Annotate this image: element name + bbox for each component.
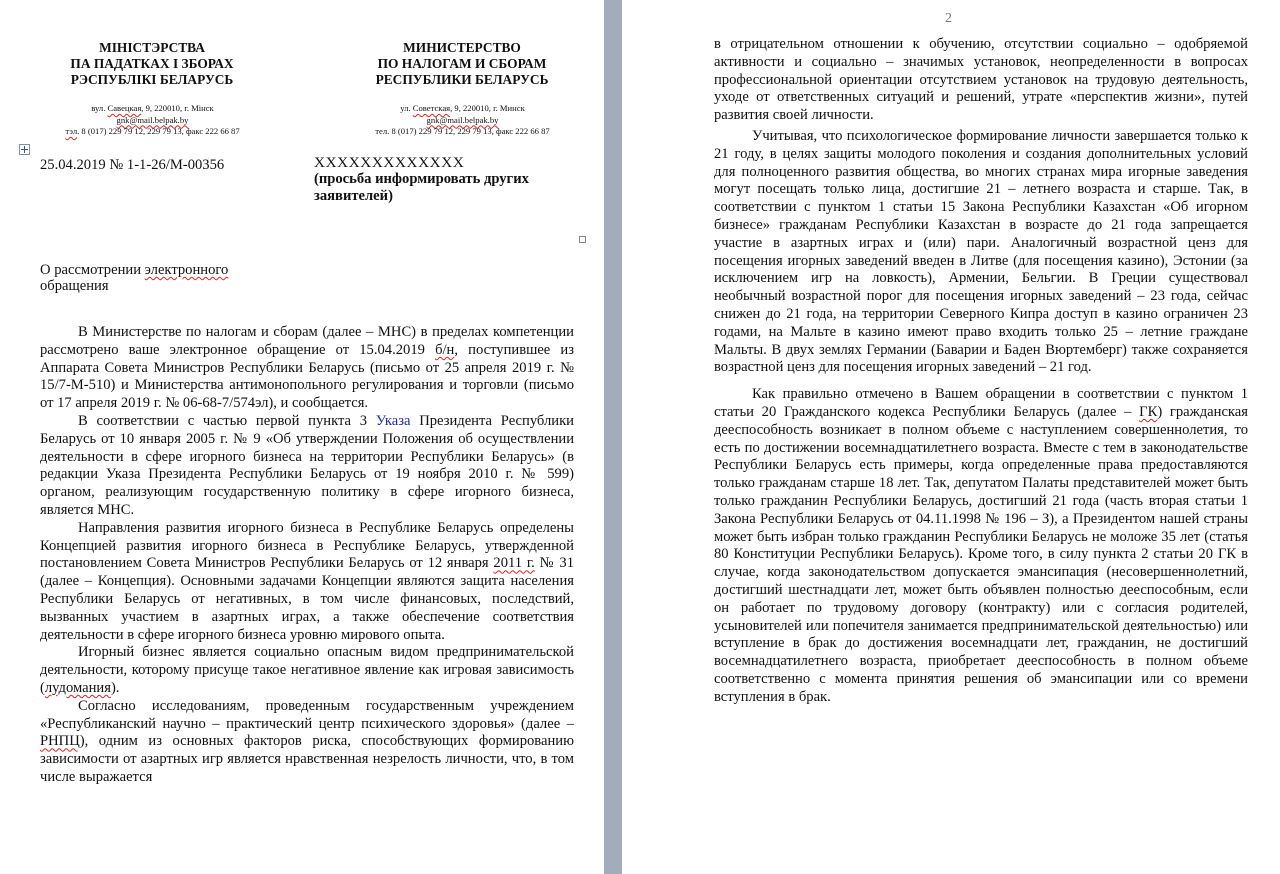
address-russian: ул. Советская, 9, 220010, г. Минск gnk@mail.belpak.by тел. 8 (017) 229 79 12, 229 79 13, факс 222 66 87 [375, 103, 550, 136]
hyperlink[interactable]: Указа [375, 412, 411, 429]
recipient-note: (просьба информировать других заявителей) [314, 171, 529, 204]
paragraph: В Министерстве по налогам и сборам (далее – МНС) в пределах компетенции рассмотрено ваше электронное обращение от 15.04.2019 б/н, поступившее из Аппарата Совета Министров Республики Беларусь (письмо от 25 апреля 2019 г. № 15/7-М-510) и Министерства антимонопольного регулирования и торговли (письмо от 17 апреля 2019 г. № 06-68-7/574эл), и сообщается. [40, 324, 574, 412]
letter-subject: О рассмотрении электронного обращения [40, 262, 229, 294]
email-text: gnk@mail.belpak.by [426, 114, 499, 125]
registration-number: 25.04.2019 № 1-1-26/М-00356 [40, 157, 225, 173]
paragraph: в отрицательном отношении к обучению, отсутствии социально – одобряемой активности и социально – значимых установок, неопределенности в вопросах профессиональной ориентации отсутствием установок на трудовую деятельность, уходе от ответственных ситуаций и решений, утрате «перспектив жизни», путей развития своей личности. [714, 36, 1248, 124]
paragraph: Учитывая, что психологическое формирование личности завершается только к 21 году, в целях защиты молодого поколения и создания дополнительных условий для полноценного развития общества, во многих странах мира игорные заведения могут посещать только лица, достигшие 21 – летнего возраста и старше. Так, в соответствии с пунктом 1 статьи 15 Закона Республики Казахстан «Об игорном бизнесе» гражданам Республики Казахстан в возрасте до 21 года запрещается участие в азартных играх и (или) пари. Аналогичный возрастной ценз для посещения игорных заведений введен в Литве (для посещения казино), Эстонии (за исключением игр на ловкость), Армении, Бельгии. В Греции существовал необычный возрастной порог для посещения игорных заведений – 23 года, сейчас снижен до 21 года, на территории Северного Кипра доступ в казино ограничен 23 годами, на Мальте в казино имеют право входить только 25 – летние граждане Мальты. В двух землях Германии (Баварии и Баден Вюртемберг) также сохраняется возрастной ценз для посещения игорных заведений – 21 год. [714, 127, 1248, 376]
page1-body[interactable] [40, 324, 574, 787]
recipient-block [314, 154, 564, 205]
address-belarusian: вул. Савецкая, 9, 220010, г. Мінск gnk@mail.belpak.by тэл. 8 (017) 229 79 12, 229 79 13, факс 222 66 87 [65, 103, 240, 136]
table-move-handle-icon[interactable] [19, 144, 30, 155]
paragraph: Направления развития игорного бизнеса в Республике Беларусь определены Концепцией развития игорного бизнеса в Республике Беларусь, утвержденной постановлением Совета Министров Республики Беларусь от 12 января 2011 г. № 31 (далее – Концепция). Основными задачами Концепции являются защита населения Республики Беларусь от негативных, в том числе финансовых, последствий, вызванных участием в азартных играх, а также обеспечение соответствия деятельности в сфере игорного бизнеса уровню мирового опыта. [40, 519, 574, 643]
recipient-name: ХХХХХХХХХХХХХ [314, 154, 465, 171]
spell-error-mark: Советская [412, 103, 451, 113]
resize-handle-icon[interactable] [579, 236, 586, 243]
document-page-1[interactable] [0, 0, 604, 874]
paragraph: Игорный бизнес является социально опасным видом предпринимательской деятельности, которому присуще такое негативное явление как игровая зависимость (лудомания). [40, 644, 574, 696]
spell-error-mark: Савецкая [107, 103, 142, 113]
page-number: 2 [945, 11, 952, 26]
ministry-title-belarusian: МІНІСТЭРСТВА ПА ПАДАТКАХ І ЗБОРАХ РЭСПУБЛІКІ БЕЛАРУСЬ [70, 40, 234, 87]
page2-body[interactable] [714, 36, 1248, 706]
paragraph: В соответствии с частью первой пункта 3 Указа Президента Республики Беларусь от 10 января 2005 г. № 9 «Об утверждении Положения об осуществлении деятельности в сфере игорного бизнеса на территории Республики Беларусь» (в редакции Указа Президента Республики Беларусь от 19 ноября 2010 г. № 599) органом, реализующим государственную политику в сфере игорного бизнеса, является МНС. [40, 412, 574, 518]
document-page-2[interactable] [622, 0, 1280, 874]
paragraph: Как правильно отмечено в Вашем обращении в соответствии с пунктом 1 статьи 20 Гражданского кодекса Республики Беларусь (далее – ГК) гражданская дееспособность возникает в полном объеме с наступлением совершеннолетия, то есть по достижении восемнадцатилетнего возраста. Вместе с тем в законодательстве Республики Беларусь есть примеры, когда определенные права предоставляются только гражданам старше 18 лет. Так, депутатом Палаты представителей может быть только гражданин Республики Беларусь, достигший 21 года (часть вторая статьи 1 Закона Республики Беларусь от 04.11.1998 № 196 – З), а Президентом нашей страны может быть избран только гражданин Республики Беларусь не моложе 35 лет (статья 80 Конституции Республики Беларусь). Кроме того, в силу пункта 2 статьи 20 ГК в случае, когда законодательством допускается эмансипация (несовершеннолетний, достигший шестнадцати лет, может быть объявлен полностью дееспособным, если он работает по трудовому договору (контракту) или с согласия родителей, усыновителей или попечителя занимается предпринимательской деятельностью) или вступление в брак до достижения восемнадцати лет, гражданин, не достигший восемнадцатилетнего возраста, приобретает дееспособность в полном объеме соответственно с момента принятия решения об эмансипации или со времени вступления в брак. [714, 386, 1248, 705]
email-text: gnk@mail.belpak.by [116, 114, 189, 125]
paragraph: Согласно исследованиям, проведенным государственным учреждением «Республиканский научно – практический центр психического здоровья» (далее – РНПЦ), одним из основных факторов риска, способствующих формированию зависимости от азартных игр является нравственная незрелость личности, что, в том числе выражается [40, 697, 574, 785]
ministry-title-russian: МИНИСТЕРСТВО ПО НАЛОГАМ И СБОРАМ РЕСПУБЛИКИ БЕЛАРУСЬ [375, 40, 549, 87]
